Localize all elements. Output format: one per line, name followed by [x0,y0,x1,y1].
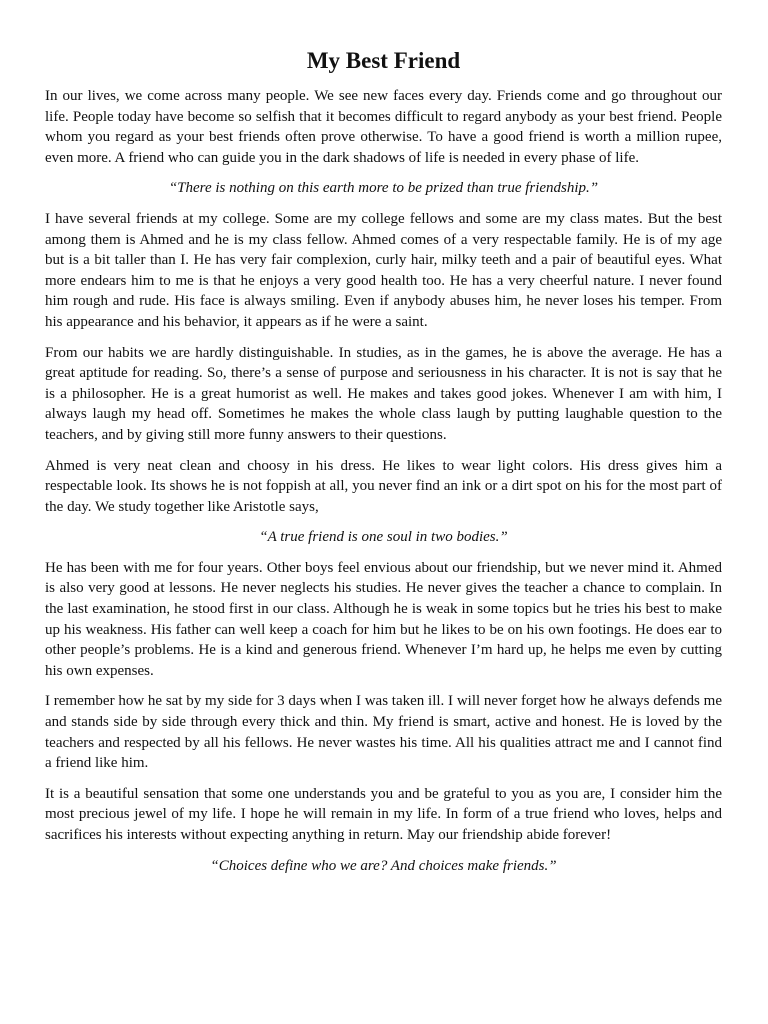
quote-friendship-prized: “There is nothing on this earth more to be prized than true friendship.” [168,180,599,197]
paragraph-intro: In our lives, we come across many people. We see new faces every day. Friends come and go throughout our life. People today have become so selfish that it becomes difficult to regard anybody as your best friend. People whom you regard as your best friends often prove otherwise. To have a good friend is worth a million rupee, even more. A friend who can guide you in the dark shadows of life is needed in every phase of life. [45,88,722,166]
paragraph-conclusion: It is a beautiful sensation that some one understands you and be grateful to you as you are, I consider him the most precious jewel of my life. I hope he will remain in my life. In form of a true friend who loves, helps and sacrifices his interests without expecting anything in return. May our friendship abide forever! [45,785,722,843]
paragraph-college-friends: I have several friends at my college. Some are my college fellows and some are my class mates. But the best among them is Ahmed and he is my class fellow. Ahmed comes of a very respectable family. He is of my age but is a bit taller than I. He has very fair complexion, curly hair, milky teeth and a pair of beautiful eyes. What more endears him to me is that he enjoys a very good health too. He has a very cheerful nature. I never found him rough and rude. His face is always smiling. Even if anybody abuses him, he never loses his temper. From his appearance and his behavior, it appears as if he were a saint. [45,210,722,330]
paragraph-habits: From our habits we are hardly distinguishable. In studies, as in the games, he is above the average. He has a great aptitude for reading. So, there’s a sense of purpose and seriousness in his character. It is not is say that he is a philosopher. He is a great humorist as well. He makes and takes good jokes. Whenever I am with him, I always laugh my head off. Sometimes he makes the whole class laugh by putting laughable question to the teachers, and by giving still more funny answers to their questions. [45,344,722,443]
paragraph-dress: Ahmed is very neat clean and choosy in his dress. He likes to wear light colors. His dress gives him a respectable look. Its shows he is not foppish at all, you never find an ink or a dirt spot on his for the most part of the day. We study together like Aristotle says, [45,457,722,515]
paragraph-four-years: He has been with me for four years. Other boys feel envious about our friendship, but we never mind it. Ahmed is also very good at lessons. He never neglects his studies. He never gives the teacher a chance to complain. In the last examination, he stood first in our class. Although he is weak in some topics but he tries his best to make up his weakness. His father can well keep a coach for him but he likes to be on his own footings. He does ear to other people’s problems. He is a kind and generous friend. Whenever I’m hard up, he helps me even by cutting his own expenses. [45,559,722,679]
quote-choices: “Choices define who we are? And choices make friends.” [210,857,557,874]
quote-aristotle: “A true friend is one soul in two bodies.” [259,529,508,546]
paragraph-illness: I remember how he sat by my side for 3 days when I was taken ill. I will never forget how he always defends me and stands side by side through every thick and thin. My friend is smart, active and honest. He is loved by the teachers and respected by all his fellows. He never wastes his time. All his qualities attract me and I cannot find a friend like him. [45,693,722,772]
document-title: My Best Friend [306,48,461,73]
